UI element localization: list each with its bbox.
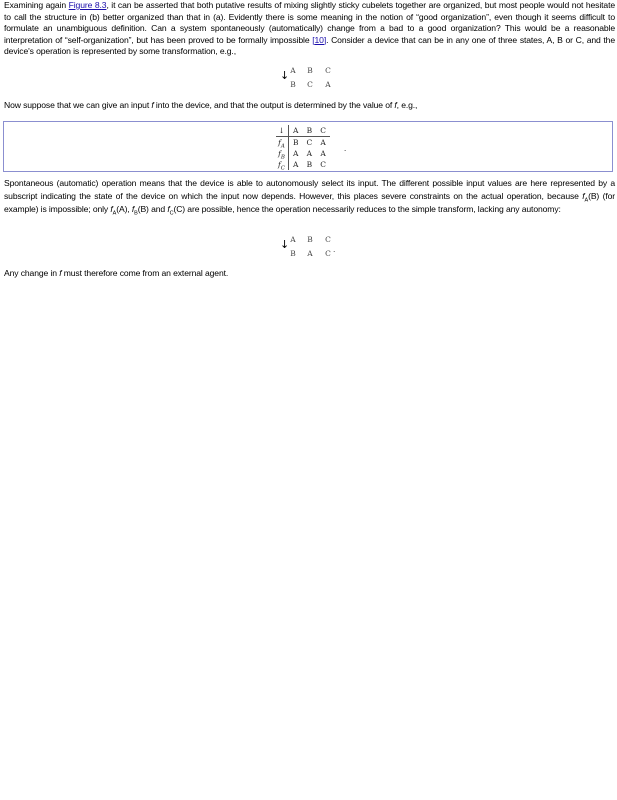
figure-link[interactable]: Figure 8.3	[68, 0, 107, 10]
down-arrow-icon: ↓	[280, 69, 290, 82]
transform-matrix-2	[282, 233, 352, 261]
table-row	[276, 137, 330, 149]
table-cell: A	[320, 138, 326, 147]
table-cell: C	[320, 160, 327, 169]
matrix-cell: B	[307, 66, 313, 75]
p2-text-a: Now suppose that we can give an input	[4, 100, 152, 110]
table-header-cell: C	[316, 125, 330, 137]
paragraph-input	[4, 100, 615, 112]
table-cell: A	[320, 149, 326, 158]
matrix-trailing-period: .	[333, 245, 336, 254]
p2-text-b: into the device, and that the output is determined by the value of	[153, 100, 395, 110]
table-trailing-period: .	[344, 144, 347, 153]
p1-text-c: . Consider a device that can be in any one of three states, A, B or C, and the device's operation is represented by some transformation, e.g.,	[4, 34, 615, 56]
row-label: $f_A$	[276, 137, 289, 149]
table-cell: B	[293, 138, 299, 147]
p2-f2: f	[394, 100, 397, 110]
table-row	[276, 148, 330, 159]
table-header-cell: A	[289, 125, 303, 137]
p4-text: Any change in	[4, 268, 60, 278]
p3-text: (B) (for example) is impossible; only	[4, 190, 615, 214]
matrix-cell: A	[325, 80, 331, 89]
transform-table	[276, 125, 330, 170]
matrix-cell: B	[290, 249, 296, 258]
matrix-cell: A	[290, 235, 296, 244]
paragraph-spontaneous: Spontaneous (automatic) operation means that the device is able to autonomously select its input. The different possible input values are here represented by a subscript indicating the state of the device on which the input now depends. However, this places severe constraints on the actual operation, because $f_A(B)$ (for example) is impossible; only $f_A(A)$, $f_B(B)$ and $f_C(C)$ are possible, hence the operation necessarily reduces to the simple transform, lacking any autonomy:	[4, 178, 615, 217]
table-cell: B	[306, 160, 313, 169]
table-row	[276, 159, 330, 170]
matrix-cell: C	[325, 249, 331, 258]
matrix-cell: A	[290, 66, 296, 75]
row-label: $f_B$	[276, 148, 289, 159]
table-cell: C	[306, 138, 313, 147]
matrix-cell: B	[307, 235, 313, 244]
p3-text: (A),	[116, 203, 132, 214]
reference-link[interactable]: [10]	[312, 34, 327, 45]
p1-text-a: Examining again	[4, 0, 69, 10]
down-arrow-icon: ↓	[280, 238, 290, 251]
transform-table-box	[3, 121, 613, 172]
p3-text: (B) and	[137, 203, 168, 214]
p2-f: f	[151, 100, 154, 110]
p1-text-b: , it can be asserted that both putative results of mixing slightly sticky cubelets together are organized, but most people would not hesitate to call the structure in (b) better organized than that in (a). Evidently there is some meaning in the notion of “good organization”, even though it seems difficult to formulate an unambiguous definition. Can a system spontaneously (automatically) change from a bad to a good organization? This would be a reasonable interpretation of “self-organization”, but has been proved to be formally impossible	[4, 0, 615, 45]
matrix-cell: A	[307, 249, 313, 258]
table-header-row	[276, 125, 330, 137]
table-cell: A	[306, 149, 313, 158]
paragraph-conclusion	[4, 268, 615, 280]
matrix-cell: B	[290, 80, 296, 89]
table-header-cell: B	[303, 125, 317, 137]
p4-f: f	[59, 268, 62, 278]
paragraph-intro	[4, 0, 615, 58]
matrix-cell: C	[325, 235, 331, 244]
p3-text: Spontaneous (automatic) operation means that the device is able to autonomously select its input. The different possible input values are here represented by a subscript indicating the state of the device on which the input now depends. However, this places severe constraints on the actual operation, because	[4, 178, 615, 201]
down-arrow-icon: ↓	[276, 125, 289, 137]
p3-text: (C) are possible, hence the operation necessarily reduces to the simple transform, lacking any autonomy:	[173, 203, 561, 214]
matrix-cell: C	[325, 66, 331, 75]
p2-text-c: , e.g.,	[396, 100, 418, 110]
row-label: $f_C$	[276, 159, 289, 170]
table-cell: A	[293, 149, 299, 158]
matrix-cell: C	[307, 80, 313, 89]
table-cell: A	[293, 160, 299, 169]
transform-matrix-1	[282, 64, 342, 92]
p4-text: must therefore come from an external agent.	[61, 268, 229, 278]
